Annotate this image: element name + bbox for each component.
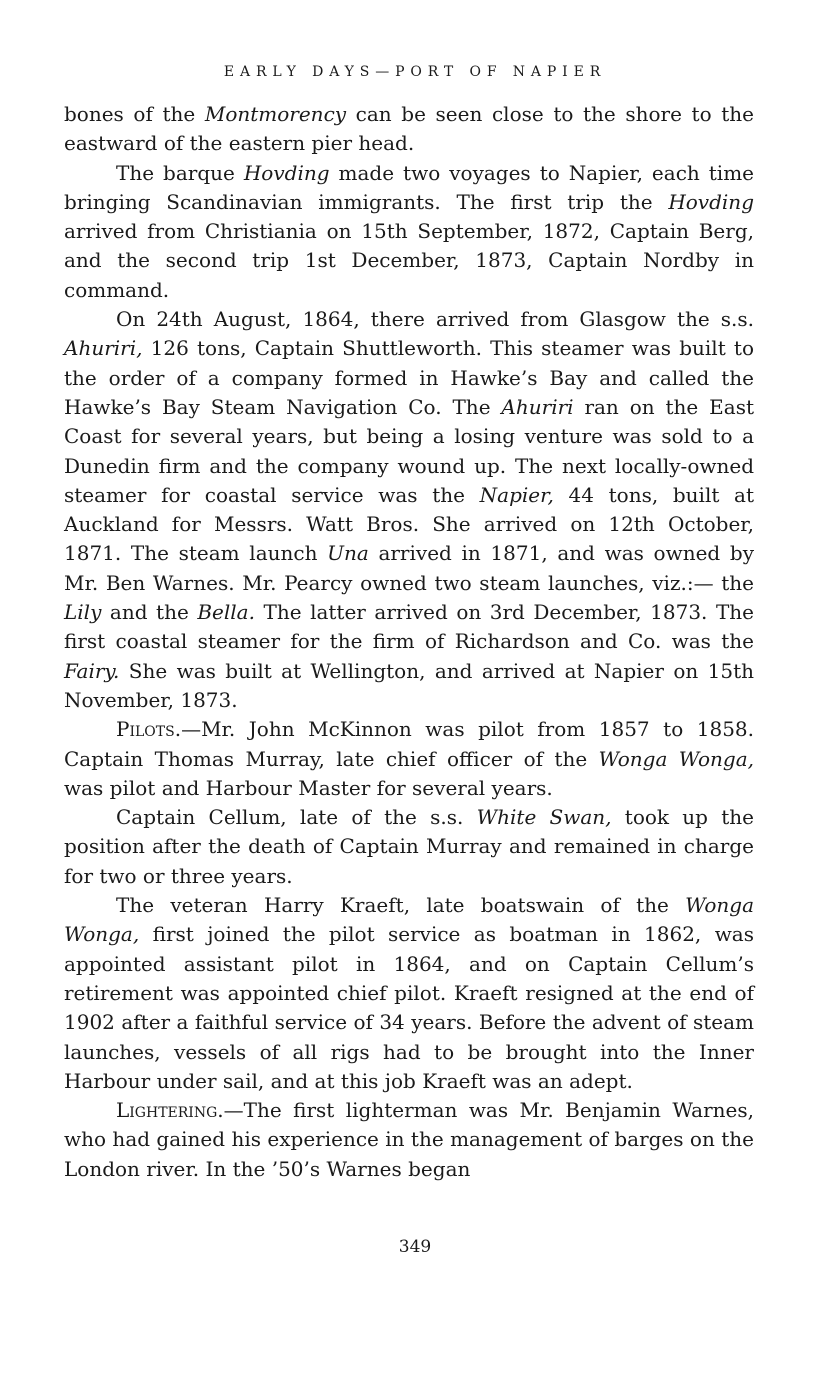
body-text: [64, 100, 754, 1184]
text-run: The veteran Harry Kraeft, late boatswain of the: [116, 893, 686, 918]
ship-name: Ahuriri,: [64, 336, 143, 361]
section-heading: Pilots.: [116, 717, 182, 742]
ship-name: Lily: [64, 600, 102, 625]
text-run: arrived in 1871, and was owned by Mr. Ben Warnes. Mr. Pearcy owned two steam launches, viz.:— the: [64, 541, 754, 595]
text-run: 44 tons, built at Auckland for Messrs. Watt Bros. She arrived on 12th October, 1871. The steam launch: [64, 482, 755, 566]
running-head: EARLY DAYS—PORT OF NAPIER: [223, 64, 607, 80]
paragraph: [64, 100, 754, 159]
ship-name: White Swan,: [476, 805, 612, 830]
paragraph: [64, 159, 754, 305]
text-run: arrived from Christiania on 15th September, 1872, Captain Berg, and the second trip 1st December, 1873, Captain Nordby in command.: [64, 219, 754, 302]
ship-name: Una: [327, 541, 369, 566]
ship-name: Hovding: [243, 160, 330, 185]
text-run: made two voyages to Napier, each time bringing Scandinavian immigrants. The first trip the: [64, 160, 755, 214]
paragraph: [64, 305, 754, 715]
ship-name: Ahuriri: [501, 394, 574, 419]
text-run: took up the position after the death of Captain Murray and remained in charge for two or three years.: [64, 805, 754, 888]
text-run: Captain Cellum, late of the s.s.: [116, 805, 477, 830]
text-run: 126 tons, Captain Shuttleworth. This steamer was built to the order of a company formed in Hawke’s Bay and called the Hawke’s Bay Steam Navigation Co. The: [64, 336, 754, 419]
section-heading: Lightering.: [116, 1098, 224, 1123]
text-run: first joined the pilot service as boatman in 1862, was appointed assistant pilot in 1864, and on Captain Cellum’s retirement was appointed chief pilot. Kraeft resigned at the end of 1902 after a faithful service of 34 years. Before the advent of steam launches, vessels of all rigs had to be brought into the Inner Harbour under sail, and at this job Kraeft was an adept.: [64, 922, 754, 1093]
ship-name: Fairy.: [64, 658, 120, 683]
ship-name: Bella.: [197, 600, 255, 625]
paragraph: [64, 1096, 754, 1184]
text-run: ran on the East Coast for several years, but being a losing venture was sold to a Dunedin firm and the company wound up. The next locally-owned steamer for coastal service was the: [64, 394, 754, 507]
ship-name: Napier,: [479, 482, 554, 507]
text-run: bones of the: [64, 102, 205, 126]
ship-name: Montmorency: [204, 102, 347, 126]
paragraph: [64, 891, 754, 1096]
text-run: The barque: [116, 160, 244, 185]
text-run: She was built at Wellington, and arrived at Napier on 15th November, 1873.: [64, 658, 754, 712]
text-run: The latter arrived on 3rd December, 1873. The first coastal steamer for the firm of Richardson and Co. was the: [64, 600, 755, 654]
text-run: and the: [101, 600, 198, 625]
paragraph: [64, 715, 754, 803]
paragraph: [64, 803, 754, 891]
text-run: On 24th August, 1864, there arrived from Glasgow the s.s.: [116, 307, 754, 332]
page-number: 349: [398, 1237, 432, 1257]
text-run: —Mr. John McKinnon was pilot from 1857 to 1858. Captain Thomas Murray, late chief officer of the: [64, 717, 754, 771]
text-run: —The first lighterman was Mr. Benjamin Warnes, who had gained his experience in the management of barges on the London river. In the ’50’s Warnes began: [64, 1098, 754, 1181]
ship-name: Wonga Wonga,: [64, 893, 754, 947]
text-run: can be seen close to the shore to the eastward of the eastern pier head.: [64, 102, 754, 156]
text-run: was pilot and Harbour Master for several years.: [64, 775, 553, 800]
ship-name: Hovding: [668, 189, 754, 214]
ship-name: Wonga Wonga,: [598, 746, 754, 771]
